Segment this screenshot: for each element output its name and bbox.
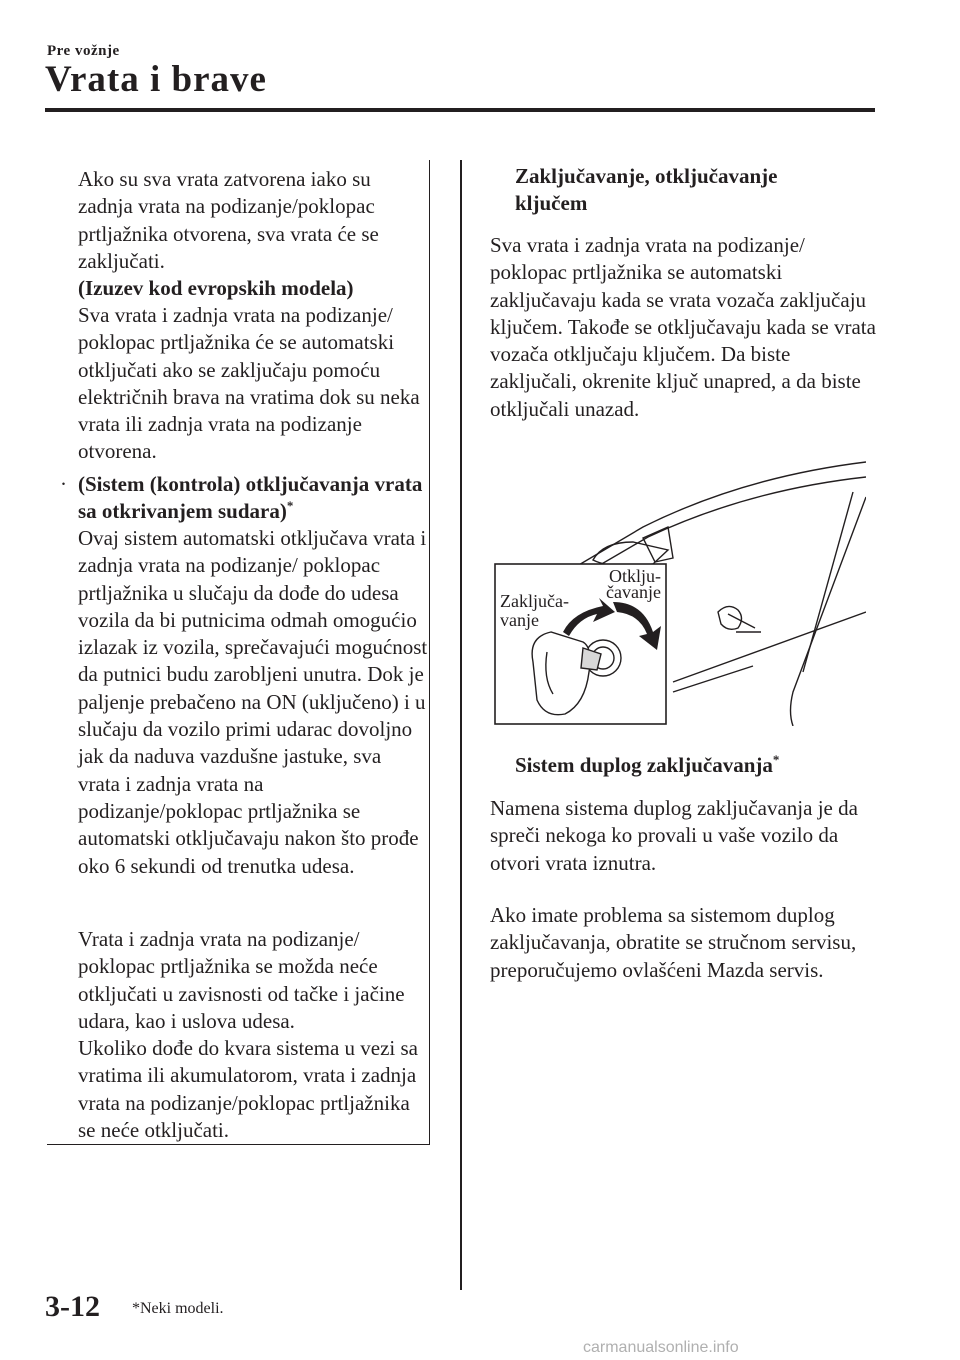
left-heading-european: (Izuzev kod evropskih modela) [78, 276, 354, 300]
double-lock-heading-text: Sistem duplog zaključavanja [515, 753, 773, 777]
right-paragraph-2: Namena sistema duplog zaključavanja je da spreči nekoga ko provali u vaše vozilo da otvori vrata iznutra. [490, 796, 858, 875]
page-number: 3-12 [45, 1290, 100, 1323]
left-paragraph-5: Ukoliko dođe do kvara sistema u vezi sa vratima ili akumulatorom, vrata i zadnja vrata na podizanje/poklopac prtljažnika se neće otključati. [78, 1036, 418, 1142]
right-paragraph-1: Sva vrata i zadnja vrata na podizanje/ poklopac prtljažnika se automatski zaključavaju kada se vrata vozača zaključaju ključem. Takođe se otključavaju kada se vrata vozača otključaju ključem. Da biste zaključali, okrenite ključ unapred, a da biste otključali unazad. [490, 233, 876, 421]
title-rule [45, 108, 875, 112]
left-paragraph-1: Ako su sva vrata zatvorena iako su zadnja vrata na podizanje/poklopac prtljažnika otvorena, sva vrata će se zaključati. [78, 167, 379, 273]
door-lock-figure [493, 442, 866, 726]
left-paragraph-4: Vrata i zadnja vrata na podizanje/ poklopac prtljažnika se možda neće otključati u zavisnosti od tačke i jačine udara, kao i uslova udesa. [78, 927, 405, 1033]
left-paragraph-2: Sva vrata i zadnja vrata na podizanje/ poklopac prtljažnika će se automatski otključati ako se zaključaju pomoću električnih brava na vratima dok su neka vrata ili zadnja vrata na podizanje otvorena. [78, 303, 420, 464]
unlock-label-line-1: Otklju- [609, 566, 661, 586]
footnote: *Neki modeli. [132, 1300, 224, 1317]
right-heading-key-lock: Zaključavanje, otključavanje ključem [515, 164, 778, 216]
lock-label-line-1: Zaključa- [500, 591, 569, 611]
watermark: carmanualsonline.info [583, 1339, 739, 1356]
lock-label-line-2: vanje [500, 610, 539, 630]
right-heading-double-lock [515, 752, 855, 779]
unlock-label-line-2: čavanje [606, 582, 661, 602]
left-heading-crash-unlock [78, 471, 428, 526]
page-title: Vrata i brave [45, 59, 267, 100]
door-lock-illustration [493, 442, 866, 726]
footnote-asterisk-2: * [772, 752, 780, 767]
bullet-dot: · [60, 472, 67, 496]
crash-unlock-heading-text: (Sistem (kontrola) otključavanja vrata sa otkrivanjem sudara) [78, 472, 423, 524]
section-label: Pre vožnje [47, 43, 120, 59]
column-divider [460, 160, 462, 1290]
footnote-asterisk: * [286, 498, 294, 514]
left-paragraph-3: Ovaj sistem automatski otključava vrata i zadnja vrata na podizanje/ poklopac prtljažnika u slučaju da dođe do udesa vozila da bi putnicima odmah omogućio izlazak iz vozila, sprečavajući mogućnost da putnici budu zarobljeni unutra. Dok je paljenje prebačeno na ON (uključeno) i u slučaju da vozilo primi udarac dovoljno jak da naduva vazdušne jastuke, sva vrata i zadnja vrata na podizanje/poklopac prtljažnika se automatski otključavaju nakon što prođe oko 6 sekundi od trenutka udesa. [78, 526, 428, 878]
right-paragraph-3: Ako imate problema sa sistemom duplog zaključavanja, obratite se stručnom servisu, preporučujemo ovlašćeni Mazda servis. [490, 903, 857, 982]
